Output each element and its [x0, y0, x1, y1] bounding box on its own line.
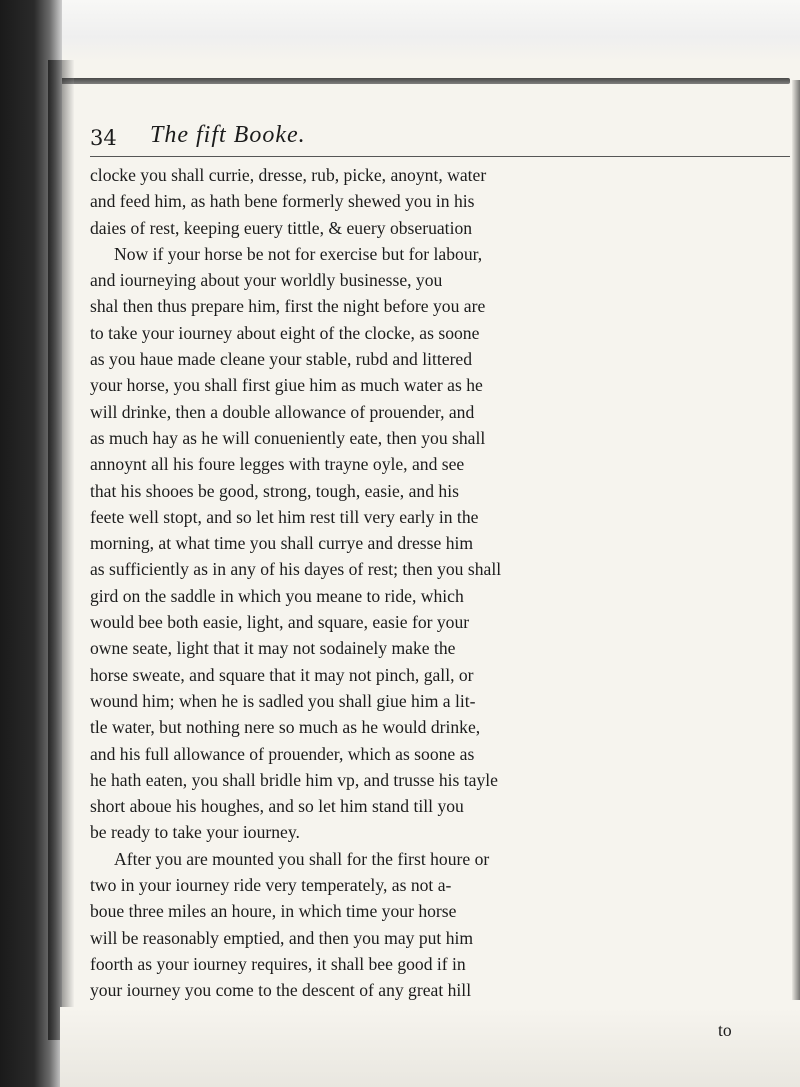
gutter-shadow [48, 60, 74, 1040]
text-line: short aboue his houghes, and so let him stand till you [90, 796, 464, 817]
body-text [90, 162, 790, 1004]
text-line: boue three miles an houre, in which time your horse [90, 901, 457, 922]
text-line: be ready to take your iourney. [90, 822, 300, 843]
text-line: to take your iourney about eight of the clocke, as soone [90, 322, 480, 343]
text-line: your horse, you shall first giue him as much water as he [90, 375, 483, 396]
text-line: will be reasonably emptied, and then you may put him [90, 927, 474, 948]
page-header [90, 112, 780, 156]
text-line: as sufficiently as in any of his dayes of rest; then you shall [90, 559, 502, 580]
header-rule [90, 156, 790, 157]
text-line: owne seate, light that it may not sodainely make the [90, 638, 456, 659]
text-line: horse sweate, and square that it may not pinch, gall, or [90, 664, 474, 685]
text-line: wound him; when he is sadled you shall giue him a lit- [90, 690, 476, 711]
right-page-edge [792, 80, 800, 1000]
page-number: 34 [90, 126, 117, 150]
text-line: two in your iourney ride very temperately, as not a- [90, 875, 452, 896]
text-line: foorth as your iourney requires, it shall bee good if in [90, 953, 466, 974]
text-line: would bee both easie, light, and square, easie for your [90, 612, 470, 633]
text-line: and feed him, as hath bene formerly shewed you in his [90, 191, 475, 212]
page-top-margin [0, 0, 800, 62]
text-line: and his full allowance of prouender, which as soone as [90, 743, 475, 764]
catchword: to [718, 1020, 732, 1040]
text-line: annoynt all his foure legges with trayne oyle, and see [90, 454, 465, 475]
text-line: shal then thus prepare him, first the night before you are [90, 296, 486, 317]
text-line: he hath eaten, you shall bridle him vp, and trusse his tayle [90, 769, 498, 790]
text-line: will drinke, then a double allowance of prouender, and [90, 401, 475, 422]
top-edge-shadow [60, 78, 790, 84]
paragraph-start-line: After you are mounted you shall for the first houre or [114, 848, 490, 869]
text-page [90, 112, 780, 1052]
text-line: and iourneying about your worldly businesse, you [90, 270, 443, 291]
text-line: daies of rest, keeping euery tittle, & euery obseruation [90, 217, 473, 238]
text-line: morning, at what time you shall currye and dresse him [90, 533, 474, 554]
text-line: as you haue made cleane your stable, rubd and littered [90, 349, 473, 370]
text-line: that his shooes be good, strong, tough, easie, and his [90, 480, 459, 501]
paragraph-start-line: Now if your horse be not for exercise but for labour, [114, 243, 483, 264]
running-title: The fift Booke. [150, 122, 306, 148]
text-line: your iourney you come to the descent of any great hill [90, 980, 472, 1001]
text-line: feete well stopt, and so let him rest till very early in the [90, 506, 479, 527]
text-line: tle water, but nothing nere so much as he would drinke, [90, 717, 481, 738]
text-line: clocke you shall currie, dresse, rub, picke, anoynt, water [90, 165, 487, 185]
text-line: gird on the saddle in which you meane to ride, which [90, 585, 464, 606]
text-line: as much hay as he will conueniently eate, then you shall [90, 427, 486, 448]
